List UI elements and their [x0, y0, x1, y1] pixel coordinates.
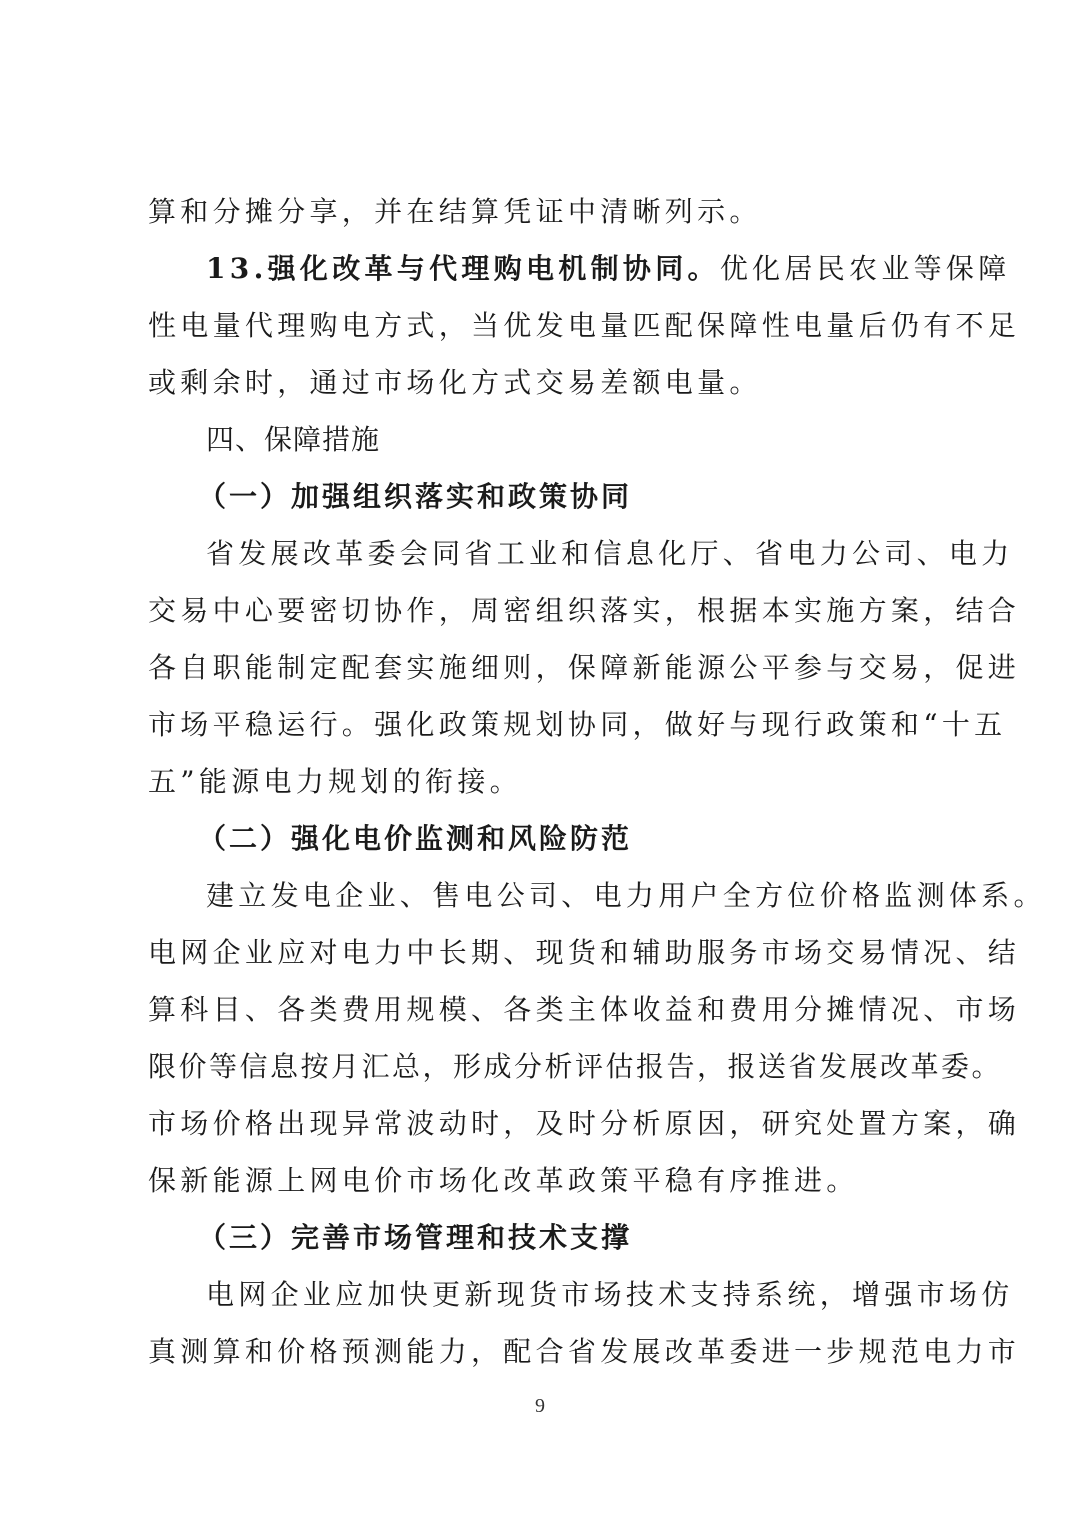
subsection-heading-2: （二）强化电价监测和风险防范: [198, 822, 633, 855]
paragraph-line: 各自职能制定配套实施细则，保障新能源公平参与交易，促进: [148, 651, 1021, 684]
paragraph-line: 算科目、各类费用规模、各类主体收益和费用分摊情况、市场: [148, 993, 1021, 1026]
paragraph-line: 五”能源电力规划的衔接。: [148, 765, 522, 798]
paragraph-line: 电网企业应加快更新现货市场技术支持系统，增强市场仿: [206, 1278, 1014, 1311]
item-13-text: 优化居民农业等保障: [719, 252, 1011, 285]
paragraph-line: 电网企业应对电力中长期、现货和辅助服务市场交易情况、结: [148, 936, 1021, 969]
section-heading-4: 四、保障措施: [206, 423, 381, 456]
paragraph-line: 真测算和价格预测能力，配合省发展改革委进一步规范电力市: [148, 1335, 1021, 1368]
subsection-heading-3: （三）完善市场管理和技术支撑: [198, 1221, 633, 1254]
paragraph-line: 市场平稳运行。强化政策规划协同，做好与现行政策和“十五: [148, 708, 1007, 741]
paragraph-line: 建立发电企业、售电公司、电力用户全方位价格监测体系。: [206, 879, 1046, 912]
paragraph-line: 或剩余时，通过市场化方式交易差额电量。: [148, 366, 762, 399]
paragraph-line: 市场价格出现异常波动时，及时分析原因，研究处置方案，确: [148, 1107, 1021, 1140]
paragraph-line: 保新能源上网电价市场化改革政策平稳有序推进。: [148, 1164, 859, 1197]
item-13-line: [148, 240, 1011, 297]
item-13-heading: 13.强化改革与代理购电机制协同。: [206, 252, 720, 285]
page-number: 9: [535, 1395, 545, 1417]
document-page: [148, 183, 1046, 1380]
paragraph-line: 限价等信息按月汇总，形成分析评估报告，报送省发展改革委。: [148, 1050, 1003, 1083]
subsection-heading-1: （一）加强组织落实和政策协同: [198, 480, 633, 513]
paragraph-line: 算和分摊分享，并在结算凭证中清晰列示。: [148, 195, 762, 228]
paragraph-line: 交易中心要密切协作，周密组织落实，根据本实施方案，结合: [148, 594, 1021, 627]
paragraph-line: 省发展改革委会同省工业和信息化厅、省电力公司、电力: [206, 537, 1014, 570]
paragraph-line: 性电量代理购电方式，当优发电量匹配保障性电量后仍有不足: [148, 309, 1021, 342]
